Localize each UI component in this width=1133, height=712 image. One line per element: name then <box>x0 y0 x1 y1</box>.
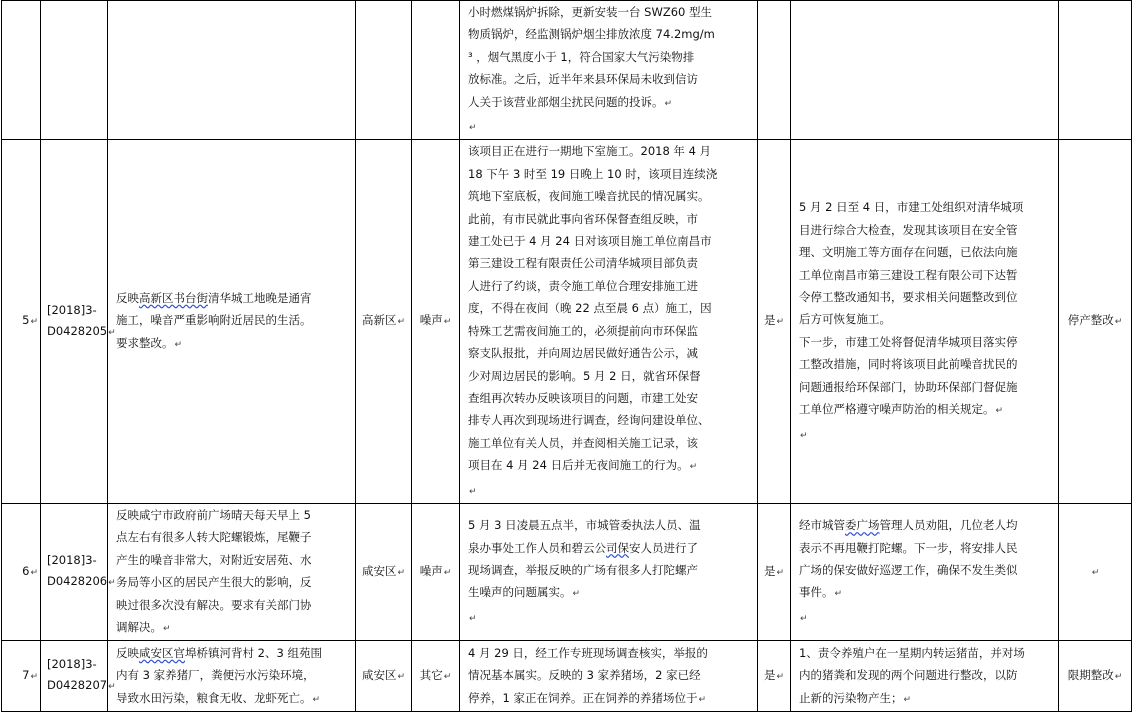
case-code-cell <box>41 140 116 504</box>
complaint-line: 反映咸安区官埠桥镇河背村 2、3 组苑围 <box>116 645 322 660</box>
para-mark-icon: ↵ <box>443 567 452 578</box>
findings-line: 人进行了约谈，责令施工单位合理安排施工进 <box>468 278 698 293</box>
para-mark-icon: ↵ <box>698 694 707 705</box>
handling-cell <box>791 503 1059 640</box>
handling-line: 经市城管委广场管理人员劝阻，几位老人均 <box>799 518 1018 533</box>
verified: 是 <box>763 668 776 683</box>
result-cell <box>1059 140 1132 504</box>
handling-line: 理、文明施工等方面存在问题，已依法向施 <box>799 245 1018 260</box>
para-mark-icon: ↵ <box>174 339 183 350</box>
complaint-line: 施工，噪音严重影响附近居民的生活。 <box>116 313 312 328</box>
table-body <box>2 1 1132 712</box>
category: 噪声 <box>419 563 443 578</box>
findings-line: 度，不得在夜间（晚 22 点至晨 6 点）施工，因 <box>468 301 712 316</box>
verified-cell <box>758 641 791 712</box>
findings-line: 泉办事处工作人员和碧云公司保安人员进行了 <box>468 540 698 555</box>
findings-line: 查组再次转办反映该项目的问题，市建工处安 <box>468 390 698 405</box>
findings-line: 人关于该营业部烟尘扰民问题的投诉。↵ <box>468 94 673 109</box>
result-cell <box>1059 503 1132 640</box>
case-code-line: [2018]3- <box>47 657 97 672</box>
findings-line: 生噪声的问题属实。↵ <box>468 585 581 600</box>
result: 限期整改 <box>1067 668 1114 683</box>
findings-line: 物质锅炉，经监测锅炉烟尘排放浓度 74.2mg/m <box>468 27 715 42</box>
complaint-line: 反映咸宁市政府前广场晴天每天早上 5 <box>116 507 311 522</box>
category: 其它 <box>419 668 443 683</box>
handling-line: 工单位严格遵守噪声防治的相关规定。↵ <box>799 402 1004 417</box>
empty-paragraph <box>460 606 757 630</box>
handling-line: 1、责令养殖户在一星期内转运猪苗，并对场 <box>799 645 1025 660</box>
para-mark-icon: ↵ <box>397 567 406 578</box>
verified-cell <box>758 503 791 640</box>
spellcheck-underline: 高新区书台街 <box>139 291 208 306</box>
empty-paragraph <box>791 423 1058 447</box>
para-mark-icon: ↵ <box>443 317 452 328</box>
para-mark-icon: ↵ <box>163 623 171 634</box>
category: 噪声 <box>419 313 443 328</box>
para-mark-icon: ↵ <box>108 682 116 693</box>
para-mark-icon: ↵ <box>776 672 785 683</box>
district: 咸安区 <box>361 668 397 683</box>
para-mark-icon: ↵ <box>469 486 477 497</box>
handling-line: 止新的污染物产生；↵ <box>799 690 912 705</box>
complaint-line: 反映高新区书台街清华城工地晚是通宵 <box>116 291 312 306</box>
findings-line: 特殊工艺需夜间施工的，必须提前向市环保监 <box>468 323 698 338</box>
handling-line: 下一步，市建工处将督促清华城项目落实停 <box>799 334 1018 349</box>
row-number-cell <box>2 1 41 140</box>
handling-line: 广场的保安做好巡逻工作，确保不发生类似 <box>799 562 1018 577</box>
table-row <box>2 641 1132 712</box>
findings-line: 排专人再次到现场进行调查，经询问建设单位、 <box>468 413 710 428</box>
case-code-line: D0428205↵ <box>47 323 116 338</box>
findings-text <box>460 1 757 115</box>
findings-line: 18 下午 3 时至 19 日晚上 10 时，该项目连续浇 <box>468 166 718 181</box>
district-cell <box>356 1 412 140</box>
row-number: 7 <box>22 668 30 683</box>
para-mark-icon: ↵ <box>108 327 116 338</box>
findings-line: 情况基本属实。反映的 3 家养猪场，2 家已经 <box>468 668 701 683</box>
handling-cell <box>791 641 1059 712</box>
table-row <box>2 503 1132 640</box>
verified: 是 <box>763 563 776 578</box>
complaint-cell <box>108 140 356 504</box>
complaint-line: 点左右有很多人转大陀螺锻炼，尾鞭子 <box>116 530 312 545</box>
complaint-text <box>108 504 355 640</box>
para-mark-icon: ↵ <box>664 98 673 109</box>
handling-line: 内的猪粪和发现的两个问题进行整改，以防 <box>799 668 1018 683</box>
district: 咸安区 <box>361 563 397 578</box>
para-mark-icon: ↵ <box>995 406 1004 417</box>
complaint-line: 调解决。↵ <box>116 619 171 634</box>
handling-text <box>791 514 1058 606</box>
complaint-line: 产生的噪音非常大，对附近安居苑、水 <box>116 552 312 567</box>
case-code-line: [2018]3- <box>47 553 97 568</box>
findings-line: 建工处已于 4 月 24 日对该项目施工单位南昌市 <box>468 234 712 249</box>
complaint-table <box>1 0 1132 712</box>
para-mark-icon: ↵ <box>30 567 38 578</box>
findings-line: 小时燃煤锅炉拆除，更新安装一台 SWZ60 型生 <box>468 5 712 19</box>
findings-line: 此前，有市民就此事向省环保督查组反映，市 <box>468 211 698 226</box>
findings-cell <box>460 641 758 712</box>
para-mark-icon: ↵ <box>469 123 477 134</box>
para-mark-icon: ↵ <box>572 589 581 600</box>
findings-line: 筑地下室底板，夜间施工噪音扰民的情况属实。 <box>468 189 710 204</box>
findings-line: 现场调查，举报反映的广场有很多人打陀螺产 <box>468 562 698 577</box>
para-mark-icon: ↵ <box>443 672 452 683</box>
para-mark-icon: ↵ <box>776 317 785 328</box>
para-mark-icon: ↵ <box>1114 317 1123 328</box>
result-cell <box>1059 641 1132 712</box>
handling-cell <box>791 1 1059 140</box>
row-number-cell <box>2 641 41 712</box>
complaint-text <box>108 642 355 711</box>
para-mark-icon: ↵ <box>834 589 843 600</box>
findings-line: 察支队报批，并向周边居民做好通告公示，减 <box>468 346 698 361</box>
findings-line: ³ ，烟气黑度小于 1，符合国家大气污染物排 <box>468 49 695 64</box>
verified-cell <box>758 1 791 140</box>
district-cell <box>356 641 412 712</box>
findings-line: 项目在 4 月 24 日后并无夜间施工的行为。↵ <box>468 458 698 473</box>
para-mark-icon: ↵ <box>108 578 116 589</box>
district-cell <box>356 503 412 640</box>
handling-line: 表示不再甩鞭打陀螺。下一步，将安排人民 <box>799 540 1018 555</box>
para-mark-icon: ↵ <box>1091 567 1100 578</box>
findings-cell <box>460 503 758 640</box>
district-cell <box>356 140 412 504</box>
case-code-line: [2018]3- <box>47 302 97 317</box>
complaint-line: 导致水田污染，粮食无收、龙虾死亡。↵ <box>116 690 321 705</box>
case-code-cell <box>41 1 108 140</box>
complaint-line: 内有 3 家养猪厂，粪便污水污染环境， <box>116 668 315 683</box>
para-mark-icon: ↵ <box>800 613 808 624</box>
result-cell <box>1059 1 1132 140</box>
findings-cell <box>460 1 758 140</box>
row-number-cell <box>2 503 41 640</box>
para-mark-icon: ↵ <box>1114 672 1123 683</box>
handling-line: 工单位南昌市第三建设工程有限公司下达暂 <box>799 267 1018 282</box>
spellcheck-underline: 司保 <box>606 540 629 555</box>
para-mark-icon: ↵ <box>397 317 406 328</box>
handling-line: 工整改措施，同时将该项目此前噪音扰民的 <box>799 357 1018 372</box>
complaint-line: 映过很多次没有解决。要求有关部门协 <box>116 597 312 612</box>
para-mark-icon: ↵ <box>903 694 912 705</box>
handling-line: 事件。↵ <box>799 585 843 600</box>
row-number: 6 <box>22 563 30 578</box>
findings-line: 停养，1 家正在饲养。正在饲养的养猪场位于↵ <box>468 690 707 705</box>
para-mark-icon: ↵ <box>397 672 406 683</box>
complaint-cell <box>108 1 356 140</box>
findings-line: 少对周边居民的影响。5 月 2 日，就省环保督 <box>468 368 701 383</box>
handling-line: 后方可恢复施工。 <box>799 312 891 327</box>
para-mark-icon: ↵ <box>469 613 477 624</box>
table-row <box>2 1 1132 140</box>
complaint-cell <box>108 641 356 712</box>
findings-line: 施工单位有关人员，并查阅相关施工记录，该 <box>468 435 698 450</box>
complaint-text <box>108 287 355 356</box>
verified: 是 <box>763 313 776 328</box>
findings-line: 5 月 3 日凌晨五点半，市城管委执法人员、温 <box>468 518 701 533</box>
case-code-line: D0428206↵ <box>47 574 116 589</box>
empty-paragraph <box>460 479 757 503</box>
row-number-cell <box>2 140 41 504</box>
findings-text <box>460 642 757 711</box>
para-mark-icon: ↵ <box>776 567 785 578</box>
case-code-cell <box>41 503 116 640</box>
findings-text <box>460 514 757 606</box>
empty-paragraph <box>791 606 1058 630</box>
district: 高新区 <box>361 313 397 328</box>
para-mark-icon: ↵ <box>689 462 698 473</box>
complaint-line: 要求整改。↵ <box>116 335 183 350</box>
spellcheck-underline: 咸安区官 <box>139 645 185 660</box>
handling-text <box>791 642 1058 711</box>
empty-paragraph <box>460 115 757 139</box>
findings-line: 该项目正在进行一期地下室施工。2018 年 4 月 <box>468 144 712 159</box>
handling-text <box>791 196 1058 422</box>
para-mark-icon: ↵ <box>30 672 38 683</box>
para-mark-icon: ↵ <box>30 317 38 328</box>
row-number: 5 <box>22 313 30 328</box>
case-code-cell <box>41 641 116 712</box>
handling-line: 问题通报给环保部门，协助环保部门督促施 <box>799 379 1018 394</box>
category-cell <box>412 1 460 140</box>
handling-line: 令停工整改通知书，要求相关问题整改到位 <box>799 290 1018 305</box>
complaint-cell <box>108 503 356 640</box>
handling-cell <box>791 140 1059 504</box>
handling-line: 目进行综合大检查，发现其该项目在安全管 <box>799 222 1018 237</box>
findings-line: 第三建设工程有限责任公司清华城项目部负责 <box>468 256 698 271</box>
findings-line: 4 月 29 日，经工作专班现场调查核实，举报的 <box>468 645 708 660</box>
complaint-line: 务局等小区的居民产生很大的影响，反 <box>116 575 312 590</box>
result: 停产整改 <box>1067 313 1114 328</box>
spellcheck-underline: 委广场 <box>845 518 880 533</box>
verified-cell <box>758 140 791 504</box>
table-row <box>2 140 1132 504</box>
para-mark-icon: ↵ <box>312 694 321 705</box>
findings-text <box>460 140 757 478</box>
category-cell <box>412 140 460 504</box>
handling-line: 5 月 2 日至 4 日，市建工处组织对清华城项 <box>799 200 1024 215</box>
findings-line: 放标准。之后，近半年来县环保局未收到信访 <box>468 72 698 87</box>
category-cell <box>412 503 460 640</box>
findings-cell <box>460 140 758 504</box>
case-code-line: D0428207↵ <box>47 678 116 693</box>
category-cell <box>412 641 460 712</box>
para-mark-icon: ↵ <box>800 430 808 441</box>
